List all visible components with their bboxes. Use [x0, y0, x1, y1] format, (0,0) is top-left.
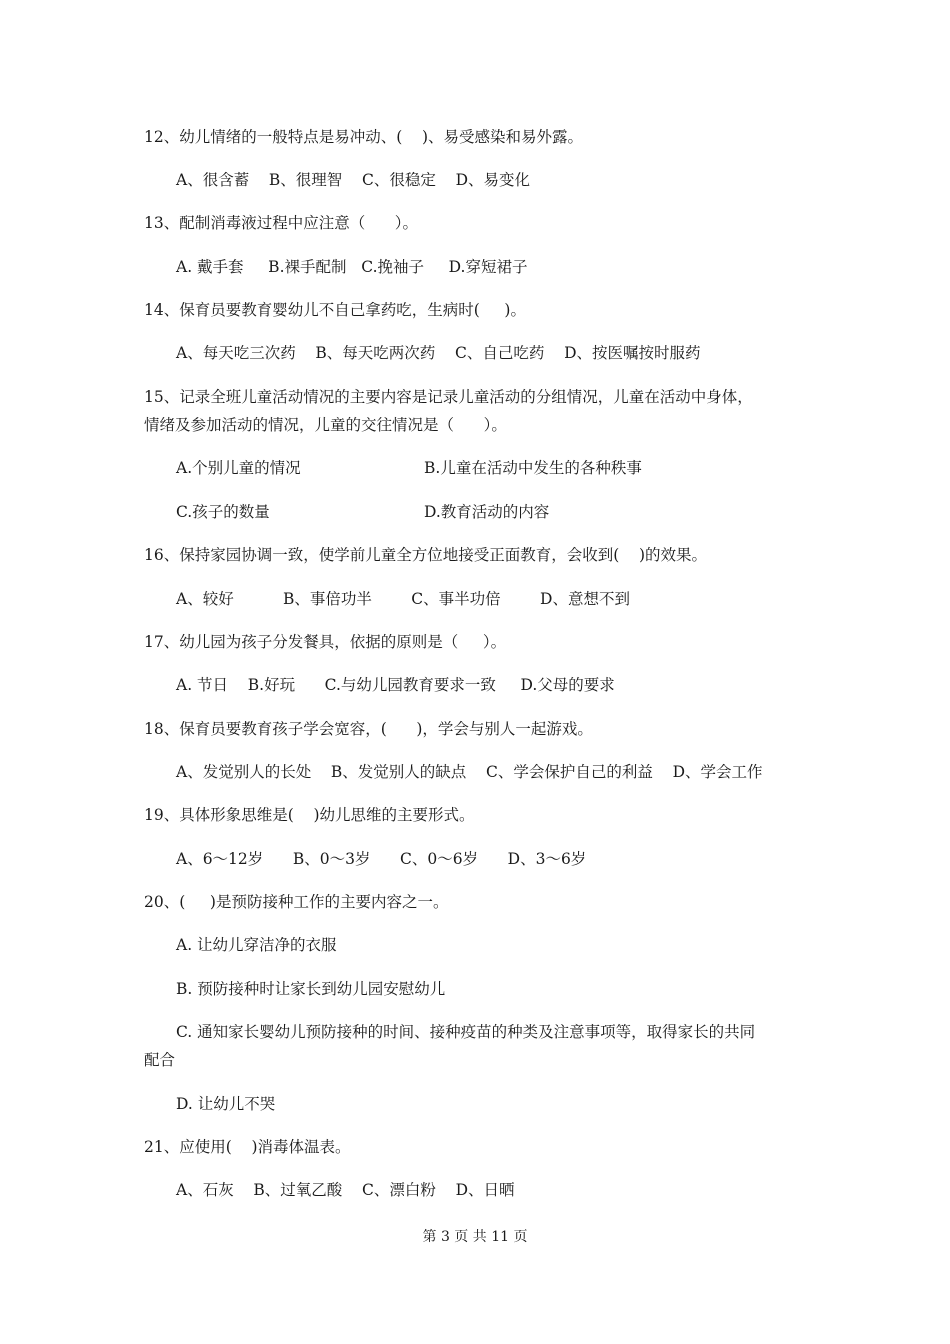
question-20-option-d: D. 让幼儿不哭: [176, 1095, 276, 1113]
question-13-options: A. 戴手套 B.裸手配制 C.挽袖子 D.穿短裙子: [176, 258, 528, 276]
question-15-option-a: A.个别儿童的情况: [176, 459, 301, 477]
page-number: 第 3 页 共 11 页: [422, 1229, 528, 1245]
question-19-stem: 19、具体形象思维是( )幼儿思维的主要形式。: [144, 806, 475, 824]
question-15-stem-line-1: 15、记录全班儿童活动情况的主要内容是记录儿童活动的分组情况，儿童在活动中身体，: [144, 388, 753, 406]
question-16-options: A、较好 B、事倍功半 C、事半功倍 D、意想不到: [176, 590, 630, 608]
question-20-stem: 20、( )是预防接种工作的主要内容之一。: [144, 893, 449, 911]
question-21-options: A、石灰 B、过氧乙酸 C、漂白粉 D、日晒: [176, 1181, 515, 1199]
question-12-options: A、很含蓄 B、很理智 C、很稳定 D、易变化: [176, 171, 530, 189]
question-19-options: A、6～12岁 B、0～3岁 C、0～6岁 D、3～6岁: [176, 850, 587, 868]
question-20-option-a: A. 让幼儿穿洁净的衣服: [176, 936, 337, 954]
question-13-stem: 13、配制消毒液过程中应注意（ ）。: [144, 214, 419, 232]
question-20-option-b: B. 预防接种时让家长到幼儿园安慰幼儿: [176, 980, 446, 998]
question-20-option-c-line-1: C. 通知家长婴幼儿预防接种的时间、接种疫苗的种类及注意事项等，取得家长的共同: [176, 1023, 756, 1041]
question-17-stem: 17、幼儿园为孩子分发餐具，依据的原则是（ ）。: [144, 633, 507, 651]
question-16-stem: 16、保持家园协调一致，使学前儿童全方位地接受正面教育，会收到( )的效果。: [144, 546, 708, 564]
question-15-option-b: B.儿童在活动中发生的各种秩事: [424, 459, 642, 477]
question-20-option-c-line-2: 配合: [144, 1051, 176, 1069]
question-18-options: A、发觉别人的长处 B、发觉别人的缺点 C、学会保护自己的利益 D、学会工作: [176, 763, 763, 781]
question-14-stem: 14、保育员要教育婴幼儿不自己拿药吃，生病时( )。: [144, 301, 526, 319]
question-12-stem: 12、幼儿情绪的一般特点是易冲动、( )、易受感染和易外露。: [144, 128, 584, 146]
question-15-option-c: C.孩子的数量: [176, 503, 270, 521]
question-17-options: A. 节日 B.好玩 C.与幼儿园教育要求一致 D.父母的要求: [176, 676, 615, 694]
question-14-options: A、每天吃三次药 B、每天吃两次药 C、自己吃药 D、按医嘱按时服药: [176, 344, 701, 362]
question-15-stem-line-2: 情绪及参加活动的情况，儿童的交往情况是（ ）。: [144, 416, 507, 434]
question-18-stem: 18、保育员要教育孩子学会宽容，( )，学会与别人一起游戏。: [144, 720, 593, 738]
question-21-stem: 21、应使用( )消毒体温表。: [144, 1138, 351, 1156]
question-15-option-d: D.教育活动的内容: [424, 503, 550, 521]
